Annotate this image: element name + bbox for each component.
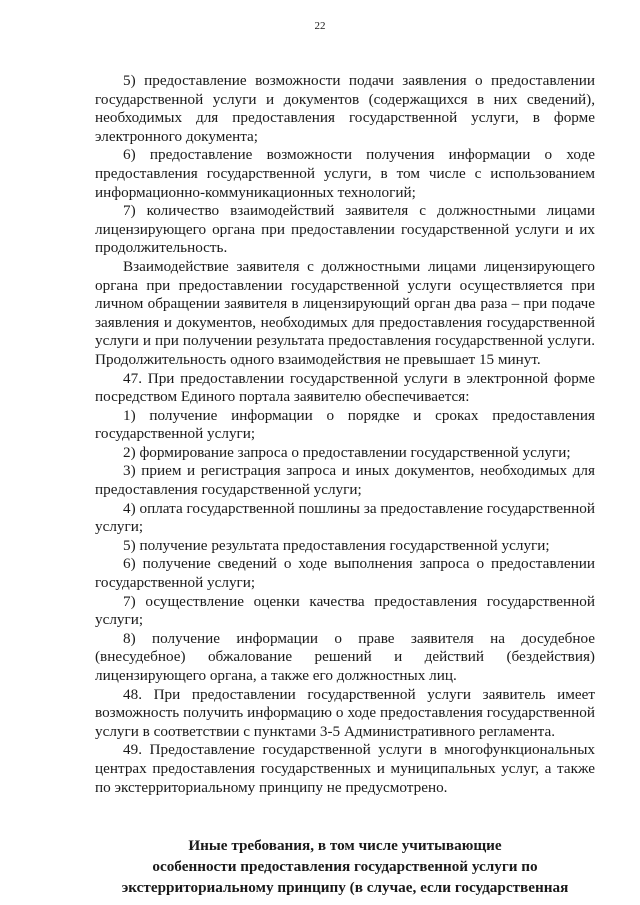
paragraph-interaction: Взаимодействие заявителя с должностными лицами лицензирующего органа при предоставлении государственной услуги осуществляется при личном обращении заявителя в лицензирующий орган два раза – при подаче заявления и документов, необходимых для предоставления государственной услуги и при получении результата предоставления государственной услуги. Продолжительность одного взаимодействия не превышает 15 минут.: [95, 257, 595, 368]
document-body: [95, 72, 595, 898]
section-heading: [95, 835, 595, 898]
section-heading-line-2: особенности предоставления государственной услуги по: [152, 858, 538, 876]
list-item-4: 4) оплата государственной пошлины за предоставление государственной услуги;: [95, 499, 595, 536]
list-item-5: 5) получение результата предоставления государственной услуги;: [123, 536, 550, 554]
section-heading-line-1: Иные требования, в том числе учитывающие: [188, 837, 502, 855]
page-number: 22: [314, 20, 326, 32]
paragraph-49: 49. Предоставление государственной услуги в многофункциональных центрах предоставления государственных и муниципальных услуг, а также по экстерриториальному принципу не предусмотрено.: [95, 741, 595, 796]
paragraph-48: 48. При предоставлении государственной услуги заявитель имеет возможность получить информацию о ходе предоставления государственной услуги в соответствии с пунктами 3-5 Административного регламента.: [95, 685, 595, 740]
section-spacer: [95, 797, 595, 835]
paragraph-item-7: 7) количество взаимодействий заявителя с должностными лицами лицензирующего органа при предоставлении государственной услуги и их продолжительность.: [95, 202, 595, 257]
paragraph-item-6: 6) предоставление возможности получения информации о ходе предоставления государственной услуги, в том числе с использованием информационно-коммуникационных технологий;: [95, 146, 595, 201]
list-item-3: 3) прием и регистрация запроса и иных документов, необходимых для предоставления государственной услуги;: [95, 462, 595, 499]
list-item-7: 7) осуществление оценки качества предоставления государственной услуги;: [95, 592, 595, 629]
paragraph-item-5: 5) предоставление возможности подачи заявления о предоставлении государственной услуги и документов (содержащихся в них сведений), необходимых для предоставления государственной услуги, в форме электронного документа;: [95, 72, 595, 145]
list-item-8: 8) получение информации о праве заявителя на досудебное (внесудебное) обжалование решений и действий (бездействия) лицензирующего органа, а также его должностных лиц.: [95, 629, 595, 684]
list-item-2: 2) формирование запроса о предоставлении государственной услуги;: [123, 443, 571, 461]
section-heading-line-3: экстерриториальному принципу (в случае, если государственная: [121, 879, 569, 897]
paragraph-47: 47. При предоставлении государственной услуги в электронной форме посредством Единого портала заявителю обеспечивается:: [95, 369, 595, 406]
list-item-6: 6) получение сведений о ходе выполнения запроса о предоставлении государственной услуги;: [95, 555, 595, 592]
list-item-1: 1) получение информации о порядке и сроках предоставления государственной услуги;: [95, 406, 595, 443]
